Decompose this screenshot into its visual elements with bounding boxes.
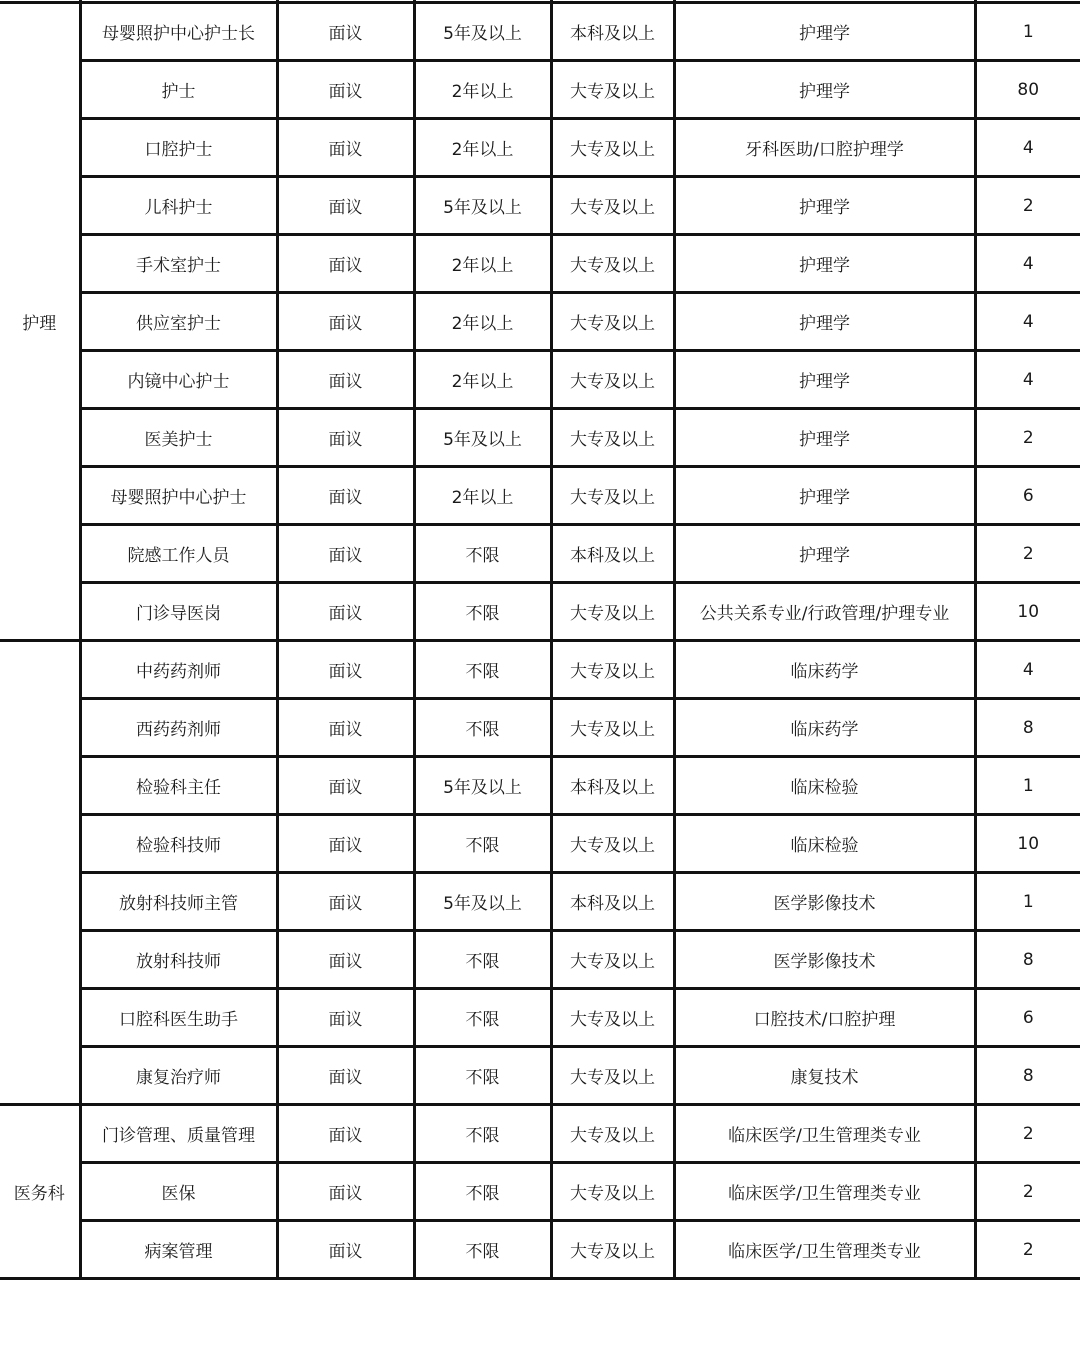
major-cell: 护理学 bbox=[674, 61, 975, 119]
count-cell: 2 bbox=[975, 525, 1080, 583]
experience-cell: 5年及以上 bbox=[414, 409, 551, 467]
experience-cell: 5年及以上 bbox=[414, 873, 551, 931]
education-cell: 大专及以上 bbox=[551, 61, 674, 119]
salary-cell: 面议 bbox=[277, 641, 414, 699]
education-cell: 大专及以上 bbox=[551, 293, 674, 351]
count-cell: 2 bbox=[975, 177, 1080, 235]
position-cell: 供应室护士 bbox=[80, 293, 277, 351]
position-cell: 放射科技师主管 bbox=[80, 873, 277, 931]
count-cell: 6 bbox=[975, 467, 1080, 525]
table-row bbox=[0, 467, 1080, 525]
experience-cell: 5年及以上 bbox=[414, 3, 551, 61]
department-cell: 护理 bbox=[0, 3, 80, 641]
position-cell: 院感工作人员 bbox=[80, 525, 277, 583]
education-cell: 本科及以上 bbox=[551, 525, 674, 583]
education-cell: 大专及以上 bbox=[551, 989, 674, 1047]
experience-cell: 2年以上 bbox=[414, 235, 551, 293]
position-cell: 中药药剂师 bbox=[80, 641, 277, 699]
position-cell: 医美护士 bbox=[80, 409, 277, 467]
salary-cell: 面议 bbox=[277, 293, 414, 351]
experience-cell: 2年以上 bbox=[414, 119, 551, 177]
experience-cell: 不限 bbox=[414, 815, 551, 873]
salary-cell: 面议 bbox=[277, 119, 414, 177]
experience-cell: 2年以上 bbox=[414, 467, 551, 525]
education-cell: 本科及以上 bbox=[551, 873, 674, 931]
position-cell: 检验科技师 bbox=[80, 815, 277, 873]
experience-cell: 5年及以上 bbox=[414, 757, 551, 815]
count-cell: 4 bbox=[975, 119, 1080, 177]
table-row bbox=[0, 873, 1080, 931]
position-cell: 门诊导医岗 bbox=[80, 583, 277, 641]
salary-cell: 面议 bbox=[277, 989, 414, 1047]
position-cell: 门诊管理、质量管理 bbox=[80, 1105, 277, 1163]
position-cell: 康复治疗师 bbox=[80, 1047, 277, 1105]
table-row bbox=[0, 1047, 1080, 1105]
experience-cell: 5年及以上 bbox=[414, 177, 551, 235]
count-cell: 4 bbox=[975, 235, 1080, 293]
table-row bbox=[0, 1105, 1080, 1163]
experience-cell: 不限 bbox=[414, 641, 551, 699]
education-cell: 大专及以上 bbox=[551, 119, 674, 177]
salary-cell: 面议 bbox=[277, 1163, 414, 1221]
salary-cell: 面议 bbox=[277, 815, 414, 873]
education-cell: 大专及以上 bbox=[551, 1047, 674, 1105]
count-cell: 4 bbox=[975, 351, 1080, 409]
table-row bbox=[0, 177, 1080, 235]
major-cell: 口腔技术/口腔护理 bbox=[674, 989, 975, 1047]
count-cell: 2 bbox=[975, 409, 1080, 467]
major-cell: 临床医学/卫生管理类专业 bbox=[674, 1221, 975, 1279]
table-row bbox=[0, 3, 1080, 61]
education-cell: 大专及以上 bbox=[551, 177, 674, 235]
count-cell: 1 bbox=[975, 757, 1080, 815]
position-cell: 手术室护士 bbox=[80, 235, 277, 293]
education-cell: 大专及以上 bbox=[551, 641, 674, 699]
position-cell: 母婴照护中心护士 bbox=[80, 467, 277, 525]
position-cell: 西药药剂师 bbox=[80, 699, 277, 757]
experience-cell: 不限 bbox=[414, 989, 551, 1047]
position-cell: 放射科技师 bbox=[80, 931, 277, 989]
table-row bbox=[0, 293, 1080, 351]
salary-cell: 面议 bbox=[277, 931, 414, 989]
position-cell: 口腔科医生助手 bbox=[80, 989, 277, 1047]
count-cell: 1 bbox=[975, 873, 1080, 931]
experience-cell: 2年以上 bbox=[414, 61, 551, 119]
salary-cell: 面议 bbox=[277, 757, 414, 815]
major-cell: 临床检验 bbox=[674, 815, 975, 873]
count-cell: 4 bbox=[975, 641, 1080, 699]
experience-cell: 2年以上 bbox=[414, 351, 551, 409]
salary-cell: 面议 bbox=[277, 583, 414, 641]
count-cell: 8 bbox=[975, 1047, 1080, 1105]
table-row bbox=[0, 989, 1080, 1047]
experience-cell: 2年以上 bbox=[414, 293, 551, 351]
education-cell: 大专及以上 bbox=[551, 931, 674, 989]
salary-cell: 面议 bbox=[277, 873, 414, 931]
major-cell: 临床药学 bbox=[674, 641, 975, 699]
table-row bbox=[0, 235, 1080, 293]
education-cell: 大专及以上 bbox=[551, 1163, 674, 1221]
education-cell: 大专及以上 bbox=[551, 815, 674, 873]
count-cell: 2 bbox=[975, 1221, 1080, 1279]
education-cell: 大专及以上 bbox=[551, 467, 674, 525]
table-row bbox=[0, 525, 1080, 583]
major-cell: 护理学 bbox=[674, 235, 975, 293]
position-cell: 病案管理 bbox=[80, 1221, 277, 1279]
experience-cell: 不限 bbox=[414, 1105, 551, 1163]
major-cell: 临床检验 bbox=[674, 757, 975, 815]
major-cell: 护理学 bbox=[674, 293, 975, 351]
salary-cell: 面议 bbox=[277, 409, 414, 467]
major-cell: 临床医学/卫生管理类专业 bbox=[674, 1163, 975, 1221]
count-cell: 2 bbox=[975, 1163, 1080, 1221]
position-cell: 医保 bbox=[80, 1163, 277, 1221]
table-row bbox=[0, 641, 1080, 699]
major-cell: 护理学 bbox=[674, 351, 975, 409]
department-cell: 医务科 bbox=[0, 1105, 80, 1279]
education-cell: 大专及以上 bbox=[551, 351, 674, 409]
position-cell: 检验科主任 bbox=[80, 757, 277, 815]
table-row bbox=[0, 757, 1080, 815]
count-cell: 1 bbox=[975, 3, 1080, 61]
count-cell: 8 bbox=[975, 699, 1080, 757]
experience-cell: 不限 bbox=[414, 1163, 551, 1221]
major-cell: 医学影像技术 bbox=[674, 931, 975, 989]
salary-cell: 面议 bbox=[277, 177, 414, 235]
major-cell: 医学影像技术 bbox=[674, 873, 975, 931]
education-cell: 大专及以上 bbox=[551, 1105, 674, 1163]
experience-cell: 不限 bbox=[414, 583, 551, 641]
table-row bbox=[0, 409, 1080, 467]
experience-cell: 不限 bbox=[414, 699, 551, 757]
table-row bbox=[0, 351, 1080, 409]
education-cell: 大专及以上 bbox=[551, 235, 674, 293]
salary-cell: 面议 bbox=[277, 1047, 414, 1105]
table-row bbox=[0, 119, 1080, 177]
major-cell: 公共关系专业/行政管理/护理专业 bbox=[674, 583, 975, 641]
major-cell: 护理学 bbox=[674, 177, 975, 235]
salary-cell: 面议 bbox=[277, 3, 414, 61]
education-cell: 大专及以上 bbox=[551, 583, 674, 641]
count-cell: 6 bbox=[975, 989, 1080, 1047]
salary-cell: 面议 bbox=[277, 467, 414, 525]
major-cell: 临床医学/卫生管理类专业 bbox=[674, 1105, 975, 1163]
count-cell: 10 bbox=[975, 583, 1080, 641]
position-cell: 护士 bbox=[80, 61, 277, 119]
table-row bbox=[0, 699, 1080, 757]
salary-cell: 面议 bbox=[277, 525, 414, 583]
table-row bbox=[0, 583, 1080, 641]
table-row bbox=[0, 1221, 1080, 1279]
major-cell: 护理学 bbox=[674, 3, 975, 61]
salary-cell: 面议 bbox=[277, 61, 414, 119]
salary-cell: 面议 bbox=[277, 235, 414, 293]
education-cell: 本科及以上 bbox=[551, 3, 674, 61]
salary-cell: 面议 bbox=[277, 351, 414, 409]
major-cell: 护理学 bbox=[674, 409, 975, 467]
education-cell: 大专及以上 bbox=[551, 1221, 674, 1279]
experience-cell: 不限 bbox=[414, 525, 551, 583]
position-cell: 母婴照护中心护士长 bbox=[80, 3, 277, 61]
major-cell: 牙科医助/口腔护理学 bbox=[674, 119, 975, 177]
salary-cell: 面议 bbox=[277, 1105, 414, 1163]
major-cell: 康复技术 bbox=[674, 1047, 975, 1105]
position-cell: 儿科护士 bbox=[80, 177, 277, 235]
count-cell: 8 bbox=[975, 931, 1080, 989]
major-cell: 护理学 bbox=[674, 467, 975, 525]
salary-cell: 面议 bbox=[277, 1221, 414, 1279]
table-row bbox=[0, 815, 1080, 873]
table-row bbox=[0, 1163, 1080, 1221]
experience-cell: 不限 bbox=[414, 1221, 551, 1279]
education-cell: 大专及以上 bbox=[551, 409, 674, 467]
experience-cell: 不限 bbox=[414, 1047, 551, 1105]
table-row bbox=[0, 931, 1080, 989]
count-cell: 2 bbox=[975, 1105, 1080, 1163]
table-row bbox=[0, 61, 1080, 119]
position-cell: 内镜中心护士 bbox=[80, 351, 277, 409]
experience-cell: 不限 bbox=[414, 931, 551, 989]
major-cell: 临床药学 bbox=[674, 699, 975, 757]
major-cell: 护理学 bbox=[674, 525, 975, 583]
education-cell: 大专及以上 bbox=[551, 699, 674, 757]
education-cell: 本科及以上 bbox=[551, 757, 674, 815]
count-cell: 4 bbox=[975, 293, 1080, 351]
count-cell: 10 bbox=[975, 815, 1080, 873]
salary-cell: 面议 bbox=[277, 699, 414, 757]
department-cell bbox=[0, 641, 80, 1105]
position-cell: 口腔护士 bbox=[80, 119, 277, 177]
count-cell: 80 bbox=[975, 61, 1080, 119]
